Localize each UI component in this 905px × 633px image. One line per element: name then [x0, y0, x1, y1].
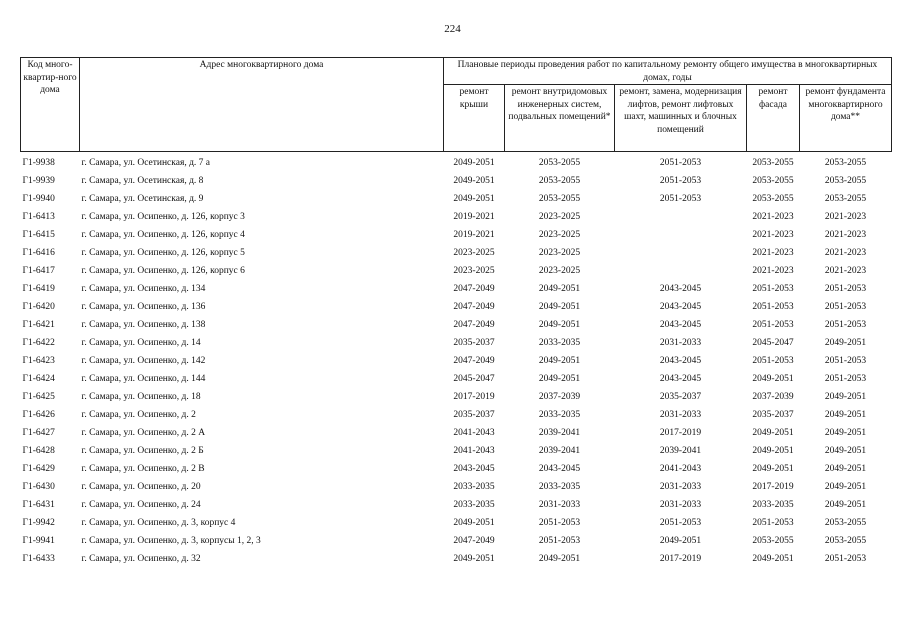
house-code-cell: Г1-9938 [22, 158, 55, 168]
address-cell: г. Самара, ул. Осипенко, д. 126, корпус 4 [81, 230, 245, 240]
table-row [21, 152, 892, 173]
engineering-period-cell: 2043-2045 [538, 464, 581, 474]
facade-period-cell: 2049-2051 [752, 446, 794, 456]
elevator-period-cell [615, 262, 747, 280]
roof-period-cell: 2035-2037 [453, 410, 495, 420]
address-cell: г. Самара, ул. Осипенко, д. 2 Б [81, 446, 204, 456]
engineering-period-cell: 2051-2053 [538, 518, 581, 528]
table-row [21, 370, 892, 388]
facade-period-cell: 2021-2023 [752, 248, 794, 258]
house-code-cell: Г1-6431 [22, 500, 55, 510]
facade-period-cell: 2049-2051 [752, 554, 794, 564]
roof-period-cell: 2047-2049 [453, 356, 495, 366]
elevator-period-cell [615, 208, 747, 226]
address-cell: г. Самара, ул. Осипенко, д. 126, корпус 3 [81, 212, 245, 222]
table-row [21, 460, 892, 478]
table-body [21, 152, 892, 569]
engineering-period-cell: 2033-2035 [538, 338, 581, 348]
engineering-period-cell: 2051-2053 [538, 536, 581, 546]
engineering-period-cell: 2053-2055 [538, 176, 581, 186]
elevator-period-cell: 2017-2019 [659, 554, 702, 564]
engineering-period-cell: 2049-2051 [538, 356, 581, 366]
elevator-period-cell: 2043-2045 [659, 356, 702, 366]
address-cell: г. Самара, ул. Осипенко, д. 20 [81, 482, 201, 492]
foundation-period-cell: 2051-2053 [824, 320, 867, 330]
elevator-period-cell: 2051-2053 [659, 176, 702, 186]
foundation-period-cell: 2051-2053 [824, 302, 867, 312]
house-code-cell: Г1-6428 [22, 446, 55, 456]
facade-period-cell: 2021-2023 [752, 266, 794, 276]
foundation-period-cell: 2053-2055 [824, 536, 867, 546]
roof-period-cell: 2049-2051 [453, 518, 495, 528]
address-cell: г. Самара, ул. Осипенко, д. 126, корпус 6 [81, 266, 245, 276]
facade-period-cell: 2045-2047 [752, 338, 794, 348]
foundation-period-cell: 2049-2051 [824, 482, 867, 492]
foundation-period-cell: 2049-2051 [824, 464, 867, 474]
table-row [21, 262, 892, 280]
house-code-cell: Г1-9939 [22, 176, 55, 186]
foundation-period-cell: 2021-2023 [824, 266, 867, 276]
house-code-cell: Г1-6416 [22, 248, 55, 258]
elevator-period-cell: 2051-2053 [659, 518, 702, 528]
foundation-period-cell: 2049-2051 [824, 410, 867, 420]
foundation-period-cell: 2051-2053 [824, 356, 867, 366]
foundation-period-cell: 2053-2055 [824, 194, 867, 204]
engineering-period-cell: 2023-2025 [538, 212, 581, 222]
foundation-period-cell: 2049-2051 [824, 446, 867, 456]
address-cell: г. Самара, ул. Осетинская, д. 8 [81, 176, 204, 186]
roof-period-cell: 2019-2021 [453, 230, 495, 240]
house-code-cell: Г1-6413 [22, 212, 55, 222]
facade-period-cell: 2017-2019 [752, 482, 794, 492]
header-address: Адрес многоквартирного дома [80, 58, 444, 152]
roof-period-cell: 2047-2049 [453, 302, 495, 312]
table-row [21, 172, 892, 190]
elevator-period-cell: 2043-2045 [659, 320, 702, 330]
table-row [21, 334, 892, 352]
house-code-cell: Г1-6419 [22, 284, 55, 294]
facade-period-cell: 2033-2035 [752, 500, 794, 510]
address-cell: г. Самара, ул. Осипенко, д. 138 [81, 320, 206, 330]
roof-period-cell: 2047-2049 [453, 320, 495, 330]
foundation-period-cell: 2051-2053 [824, 554, 867, 564]
elevator-period-cell: 2043-2045 [659, 284, 702, 294]
facade-period-cell: 2051-2053 [752, 284, 794, 294]
roof-period-cell: 2019-2021 [453, 212, 495, 222]
header-elevator-repair: ремонт, замена, модернизация лифтов, ремонт лифтовых шахт, машинных и блочных помещений [615, 85, 747, 152]
foundation-period-cell: 2049-2051 [824, 500, 867, 510]
elevator-period-cell: 2031-2033 [659, 500, 702, 510]
table-row [21, 532, 892, 550]
house-code-cell: Г1-6425 [22, 392, 55, 402]
facade-period-cell: 2021-2023 [752, 230, 794, 240]
engineering-period-cell: 2053-2055 [538, 158, 581, 168]
facade-period-cell: 2035-2037 [752, 410, 794, 420]
roof-period-cell: 2023-2025 [453, 248, 495, 258]
elevator-period-cell: 2049-2051 [659, 536, 702, 546]
house-code-cell: Г1-6423 [22, 356, 55, 366]
facade-period-cell: 2053-2055 [752, 176, 794, 186]
elevator-period-cell: 2039-2041 [659, 446, 702, 456]
roof-period-cell: 2045-2047 [453, 374, 495, 384]
table-row [21, 190, 892, 208]
address-cell: г. Самара, ул. Осетинская, д. 9 [81, 194, 204, 204]
table-row [21, 514, 892, 532]
engineering-period-cell: 2049-2051 [538, 320, 581, 330]
elevator-period-cell: 2051-2053 [659, 194, 702, 204]
engineering-period-cell: 2053-2055 [538, 194, 581, 204]
house-code-cell: Г1-6415 [22, 230, 55, 240]
roof-period-cell: 2049-2051 [453, 194, 495, 204]
address-cell: г. Самара, ул. Осипенко, д. 18 [81, 392, 201, 402]
engineering-period-cell: 2031-2033 [538, 500, 581, 510]
engineering-period-cell: 2033-2035 [538, 410, 581, 420]
header-house-code: Код много-квартир-ного дома [21, 58, 80, 152]
roof-period-cell: 2041-2043 [453, 446, 495, 456]
roof-period-cell: 2023-2025 [453, 266, 495, 276]
address-cell: г. Самара, ул. Осипенко, д. 24 [81, 500, 201, 510]
roof-period-cell: 2041-2043 [453, 428, 495, 438]
house-code-cell: Г1-6417 [22, 266, 55, 276]
table-row [21, 226, 892, 244]
elevator-period-cell: 2051-2053 [659, 158, 702, 168]
roof-period-cell: 2017-2019 [453, 392, 495, 402]
facade-period-cell: 2049-2051 [752, 428, 794, 438]
table-row [21, 496, 892, 514]
header-facade-repair: ремонт фасада [747, 85, 800, 152]
address-cell: г. Самара, ул. Осипенко, д. 126, корпус 5 [81, 248, 245, 258]
table-row [21, 442, 892, 460]
foundation-period-cell: 2053-2055 [824, 158, 867, 168]
foundation-period-cell: 2049-2051 [824, 428, 867, 438]
table-row [21, 478, 892, 496]
engineering-period-cell: 2049-2051 [538, 302, 581, 312]
address-cell: г. Самара, ул. Осипенко, д. 32 [81, 554, 201, 564]
house-code-cell: Г1-9940 [22, 194, 55, 204]
engineering-period-cell: 2049-2051 [538, 284, 581, 294]
foundation-period-cell: 2053-2055 [824, 518, 867, 528]
facade-period-cell: 2053-2055 [752, 194, 794, 204]
engineering-period-cell: 2039-2041 [538, 446, 581, 456]
facade-period-cell: 2049-2051 [752, 374, 794, 384]
facade-period-cell: 2037-2039 [752, 392, 794, 402]
address-cell: г. Самара, ул. Осипенко, д. 2 В [81, 464, 205, 474]
engineering-period-cell: 2049-2051 [538, 554, 581, 564]
header-foundation-repair: ремонт фундамента многоквартирного дома** [800, 85, 892, 152]
table-row [21, 352, 892, 370]
foundation-period-cell: 2051-2053 [824, 284, 867, 294]
roof-period-cell: 2033-2035 [453, 500, 495, 510]
house-code-cell: Г1-6422 [22, 338, 55, 348]
table-row [21, 298, 892, 316]
roof-period-cell: 2049-2051 [453, 554, 495, 564]
table-row [21, 424, 892, 442]
address-cell: г. Самара, ул. Осипенко, д. 3, корпус 4 [81, 518, 236, 528]
foundation-period-cell: 2021-2023 [824, 212, 867, 222]
house-code-cell: Г1-6433 [22, 554, 55, 564]
facade-period-cell: 2049-2051 [752, 464, 794, 474]
elevator-period-cell: 2031-2033 [659, 410, 702, 420]
address-cell: г. Самара, ул. Осипенко, д. 14 [81, 338, 201, 348]
elevator-period-cell: 2031-2033 [659, 482, 702, 492]
facade-period-cell: 2053-2055 [752, 536, 794, 546]
header-roof-repair: ремонт крыши [444, 85, 505, 152]
roof-period-cell: 2047-2049 [453, 284, 495, 294]
facade-period-cell: 2053-2055 [752, 158, 794, 168]
table-row [21, 388, 892, 406]
house-code-cell: Г1-6421 [22, 320, 55, 330]
engineering-period-cell: 2023-2025 [538, 230, 581, 240]
elevator-period-cell: 2031-2033 [659, 338, 702, 348]
address-cell: г. Самара, ул. Осипенко, д. 142 [81, 356, 206, 366]
foundation-period-cell: 2049-2051 [824, 338, 867, 348]
house-code-cell: Г1-6420 [22, 302, 55, 312]
address-cell: г. Самара, ул. Осипенко, д. 2 А [81, 428, 206, 438]
elevator-period-cell: 2043-2045 [659, 374, 702, 384]
elevator-period-cell: 2043-2045 [659, 302, 702, 312]
foundation-period-cell: 2049-2051 [824, 392, 867, 402]
engineering-period-cell: 2049-2051 [538, 374, 581, 384]
house-code-cell: Г1-6424 [22, 374, 55, 384]
elevator-period-cell: 2041-2043 [659, 464, 702, 474]
table-row [21, 316, 892, 334]
house-code-cell: Г1-6430 [22, 482, 55, 492]
table-row [21, 406, 892, 424]
house-code-cell: Г1-6427 [22, 428, 55, 438]
foundation-period-cell: 2053-2055 [824, 176, 867, 186]
table-row [21, 280, 892, 298]
roof-period-cell: 2033-2035 [453, 482, 495, 492]
foundation-period-cell: 2021-2023 [824, 230, 867, 240]
facade-period-cell: 2051-2053 [752, 356, 794, 366]
address-cell: г. Самара, ул. Осипенко, д. 2 [81, 410, 196, 420]
engineering-period-cell: 2023-2025 [538, 266, 581, 276]
table-row [21, 550, 892, 568]
roof-period-cell: 2035-2037 [453, 338, 495, 348]
engineering-period-cell: 2023-2025 [538, 248, 581, 258]
header-planned-periods: Плановые периоды проведения работ по капитальному ремонту общего имущества в многоквартирных домах, годы [444, 58, 892, 85]
elevator-period-cell [615, 226, 747, 244]
facade-period-cell: 2051-2053 [752, 320, 794, 330]
foundation-period-cell: 2021-2023 [824, 248, 867, 258]
elevator-period-cell: 2035-2037 [659, 392, 702, 402]
roof-period-cell: 2047-2049 [453, 536, 495, 546]
capital-repair-schedule-table [20, 57, 892, 568]
engineering-period-cell: 2039-2041 [538, 428, 581, 438]
roof-period-cell: 2049-2051 [453, 176, 495, 186]
elevator-period-cell [615, 244, 747, 262]
address-cell: г. Самара, ул. Осетинская, д. 7 а [81, 158, 211, 168]
house-code-cell: Г1-9941 [22, 536, 55, 546]
house-code-cell: Г1-6429 [22, 464, 55, 474]
facade-period-cell: 2051-2053 [752, 302, 794, 312]
table-row [21, 244, 892, 262]
house-code-cell: Г1-9942 [22, 518, 55, 528]
address-cell: г. Самара, ул. Осипенко, д. 144 [81, 374, 206, 384]
roof-period-cell: 2043-2045 [453, 464, 495, 474]
address-cell: г. Самара, ул. Осипенко, д. 3, корпусы 1, 2, 3 [81, 536, 261, 546]
facade-period-cell: 2021-2023 [752, 212, 794, 222]
address-cell: г. Самара, ул. Осипенко, д. 136 [81, 302, 206, 312]
address-cell: г. Самара, ул. Осипенко, д. 134 [81, 284, 206, 294]
facade-period-cell: 2051-2053 [752, 518, 794, 528]
header-engineering-repair: ремонт внутридомовых инженерных систем, подвальных помещений* [505, 85, 615, 152]
house-code-cell: Г1-6426 [22, 410, 55, 420]
roof-period-cell: 2049-2051 [453, 158, 495, 168]
table-row [21, 208, 892, 226]
page-number: 224 [444, 23, 461, 35]
table-header [21, 58, 892, 152]
foundation-period-cell: 2051-2053 [824, 374, 867, 384]
engineering-period-cell: 2033-2035 [538, 482, 581, 492]
engineering-period-cell: 2037-2039 [538, 392, 581, 402]
elevator-period-cell: 2017-2019 [659, 428, 702, 438]
